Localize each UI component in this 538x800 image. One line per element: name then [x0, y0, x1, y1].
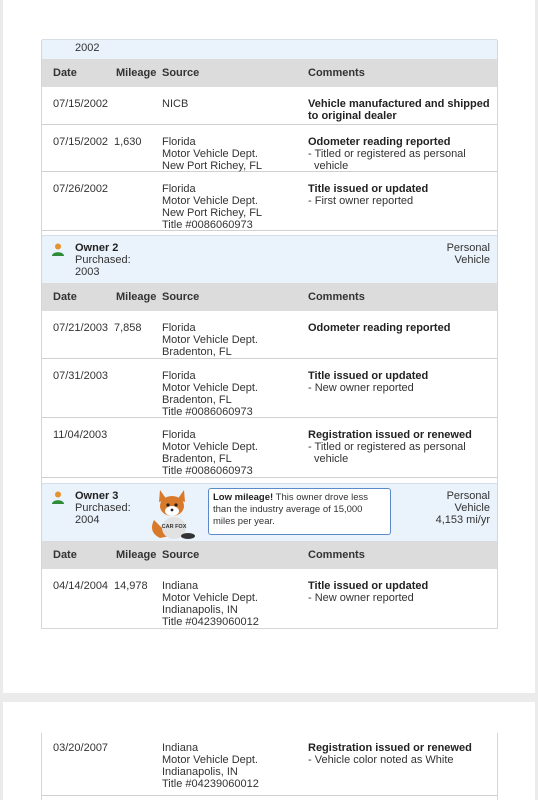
row-comments [308, 370, 493, 394]
comment-title: Title issued or updated [308, 370, 429, 382]
owner-3-header [42, 483, 497, 543]
col-source: Source [162, 549, 200, 561]
owner-3-column-header [42, 541, 497, 569]
owner-3-purchased-label: Purchased: [75, 502, 131, 514]
vehicle-type-line1: Personal [446, 490, 490, 502]
history-row [42, 125, 497, 172]
row-date: 03/20/2007 [53, 742, 109, 754]
comment-title: Vehicle manufactured and shipped to original dealer [308, 98, 490, 122]
row-comments [308, 98, 493, 122]
comment-title: Title issued or updated [308, 580, 429, 592]
row-mileage: 7,858 [114, 322, 142, 334]
comment-detail: - New owner reported [308, 592, 414, 604]
tooltip-text: This owner drove less than the industry average of 15,000 miles per year. [213, 492, 369, 527]
row-comments [308, 136, 493, 172]
comment-detail: - Vehicle color noted as White [308, 754, 454, 766]
low-mileage-tooltip [208, 488, 391, 535]
row-date: 07/15/2002 [53, 136, 109, 148]
row-source: Florida Motor Vehicle Dept. Bradenton, FL Title #0086060973 [162, 429, 258, 477]
owner-person-icon [52, 491, 64, 504]
row-source: Florida Motor Vehicle Dept. New Port Richey, FL Title #0086060973 [162, 183, 263, 231]
row-date: 07/31/2003 [53, 370, 109, 382]
vehicle-type-line2: Vehicle [454, 254, 490, 266]
col-source: Source [162, 291, 200, 303]
row-date: 07/15/2002 [53, 98, 109, 110]
col-mileage: Mileage [116, 67, 157, 79]
owner-3-mileage-rate: 4,153 mi/yr [435, 514, 490, 526]
owner-1-header [42, 39, 497, 60]
owner-3-purchased-year: 2004 [75, 514, 100, 526]
owner-1-purchased-year: 2002 [75, 42, 100, 54]
comment-title: Registration issued or renewed [308, 429, 472, 441]
history-row [42, 733, 497, 796]
owner-person-icon [52, 243, 64, 256]
history-row [42, 87, 497, 125]
owner-3-name: Owner 3 [75, 490, 119, 502]
col-comments: Comments [308, 291, 365, 303]
comment-title: Odometer reading reported [308, 136, 451, 148]
col-mileage: Mileage [116, 291, 157, 303]
row-comments [308, 429, 493, 465]
owner-3-vehicle-type [436, 490, 490, 526]
row-date: 07/21/2003 [53, 322, 109, 334]
vehicle-type-line2: Vehicle [454, 502, 490, 514]
col-source: Source [162, 67, 200, 79]
row-source: NICB [162, 98, 189, 110]
col-comments: Comments [308, 549, 365, 561]
page-2-history-section [41, 733, 498, 800]
row-mileage: 14,978 [114, 580, 148, 592]
owner-2-column-header [42, 283, 497, 311]
row-source: Florida Motor Vehicle Dept. Bradenton, FL [162, 322, 258, 358]
history-row [42, 311, 497, 359]
row-comments [308, 580, 493, 604]
owner-2-purchased-year: 2003 [75, 266, 100, 278]
comment-title: Registration issued or renewed [308, 742, 472, 754]
history-row [42, 359, 497, 418]
tooltip-title: Low mileage! [213, 492, 274, 503]
history-row [42, 172, 497, 231]
row-source: Florida Motor Vehicle Dept. Bradenton, FL Title #0086060973 [162, 370, 258, 418]
row-comments [308, 183, 493, 207]
row-date: 11/04/2003 [53, 429, 108, 441]
col-date: Date [53, 549, 77, 561]
comment-detail: - First owner reported [308, 195, 414, 207]
history-row [42, 569, 497, 627]
owner-1-column-header [42, 59, 497, 87]
owner-2-header [42, 235, 497, 284]
owner-2-vehicle-type [447, 242, 490, 266]
row-comments [308, 322, 493, 334]
col-comments: Comments [308, 67, 365, 79]
carfox-mascot-icon [150, 486, 200, 540]
row-mileage: 1,630 [114, 136, 142, 148]
row-source: Indiana Motor Vehicle Dept. Indianapolis, IN Title #04239060012 [162, 742, 259, 790]
mascot-badge-text: CAR FOX [161, 524, 187, 530]
row-comments [308, 742, 493, 766]
col-date: Date [53, 291, 77, 303]
col-mileage: Mileage [116, 549, 157, 561]
history-row [42, 418, 497, 478]
vehicle-type-line1: Personal [446, 242, 490, 254]
comment-title: Title issued or updated [308, 183, 429, 195]
comment-detail: - New owner reported [308, 382, 414, 394]
ownership-history-section [41, 40, 498, 629]
comment-detail: - Titled or registered as personal vehicle [308, 148, 466, 172]
comment-detail: - Titled or registered as personal vehicle [308, 441, 466, 465]
row-source: Florida Motor Vehicle Dept. New Port Richey, FL [162, 136, 263, 172]
row-source: Indiana Motor Vehicle Dept. Indianapolis, IN Title #04239060012 [162, 580, 259, 628]
row-date: 04/14/2004 [53, 580, 109, 592]
owner-2-purchased-label: Purchased: [75, 254, 131, 266]
owner-2-name: Owner 2 [75, 242, 119, 254]
row-date: 07/26/2002 [53, 183, 109, 195]
col-date: Date [53, 67, 77, 79]
comment-title: Odometer reading reported [308, 322, 451, 334]
